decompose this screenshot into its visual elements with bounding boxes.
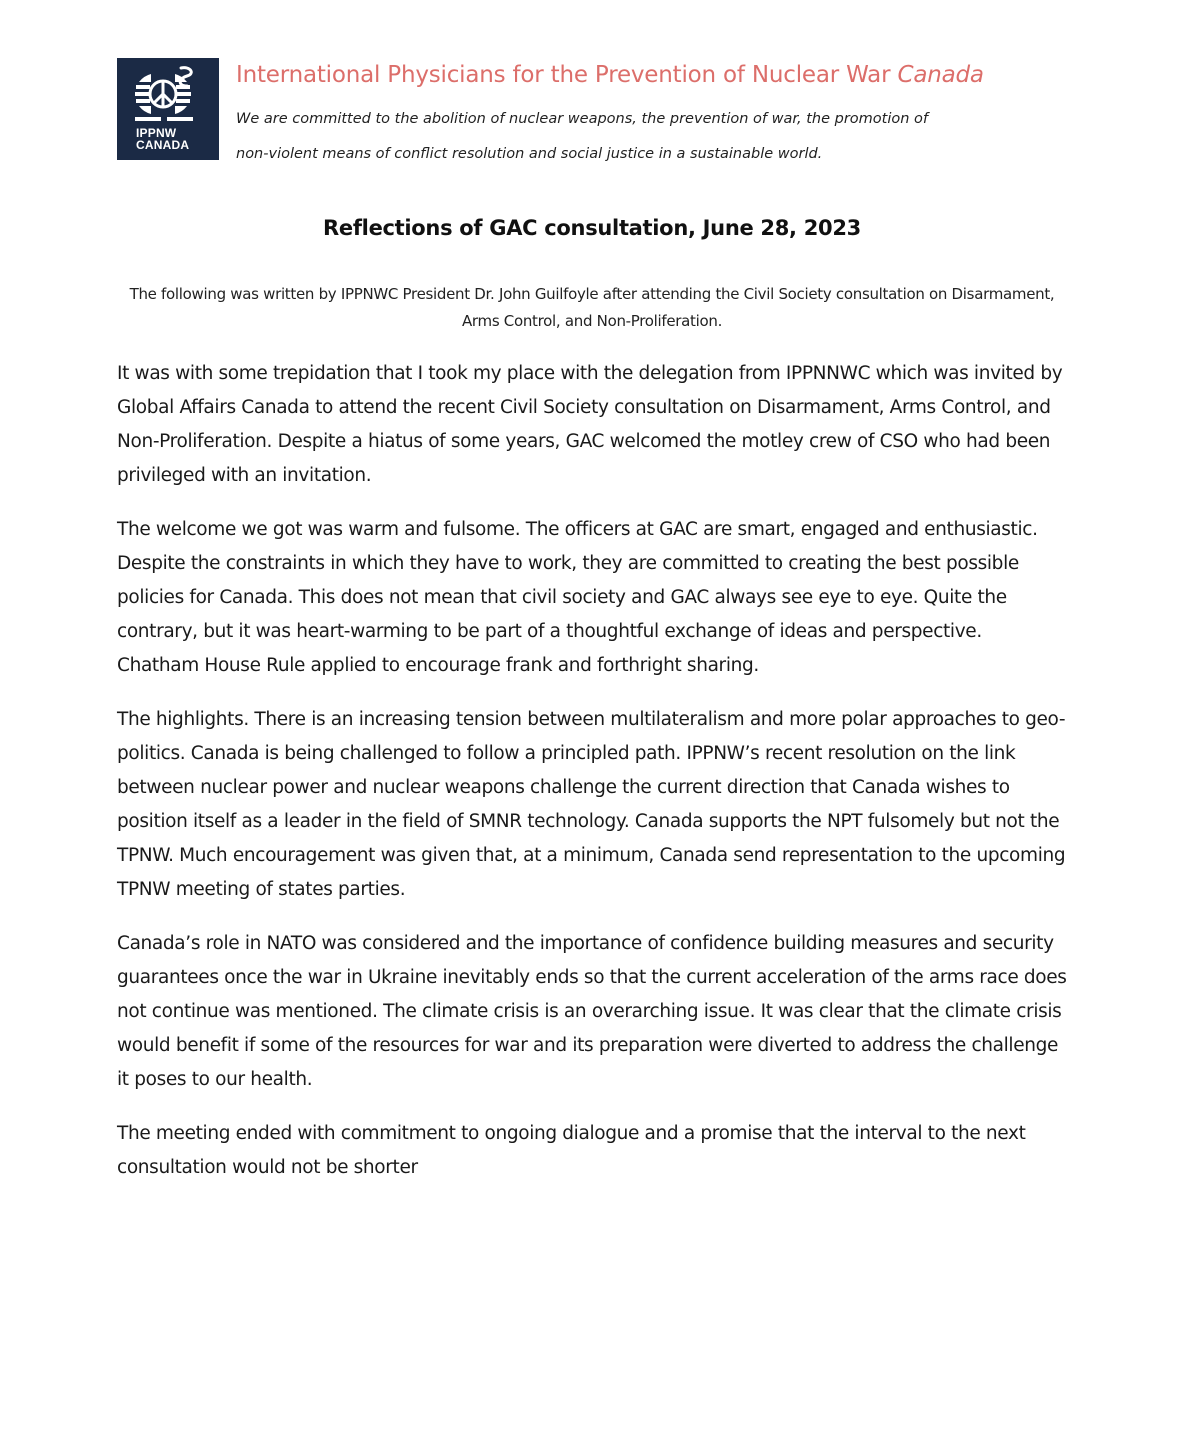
logo-text-line1: IPPNW [136,126,177,140]
letterhead [117,58,1077,168]
body-paragraph: The welcome we got was warm and fulsome. The officers at GAC are smart, engaged and enthusiastic. Despite the constraints in which they have to work, they are committed to creating the best possible policies for Canada. This does not mean that civil society and GAC always see eye to eye. Quite the contrary, but it was heart-warming to be part of a thoughtful exchange of ideas and perspective. Chatham House Rule applied to encourage frank and forthright sharing. [117,519,1038,676]
globe-caduceus-peace-icon [131,66,205,126]
mission-statement [236,102,1066,172]
organization-name-main: International Physicians for the Prevention of Nuclear War [236,62,891,88]
organization-name [236,62,984,88]
mission-line-1: We are committed to the abolition of nuclear weapons, the prevention of war, the promotion of [236,111,929,127]
document-body [117,357,1067,1205]
document-title: Reflections of GAC consultation, June 28, 2023 [323,216,861,240]
body-paragraph: The meeting ended with commitment to ongoing dialogue and a promise that the interval to the next consultation would not be shorter [117,1123,1026,1178]
logo-wordmark [136,127,189,151]
organization-name-country: Canada [897,62,984,88]
body-paragraph: It was with some trepidation that I took my place with the delegation from IPPNNWC which was invited by Global Affairs Canada to attend the recent Civil Society consultation on Disarmament, Arms Control, and Non-Proliferation. Despite a hiatus of some years, GAC welcomed the motley crew of CSO who had been privileged with an invitation. [117,363,1063,486]
logo-text-line2: CANADA [136,138,190,152]
body-paragraph: The highlights. There is an increasing tension between multilateralism and more polar approaches to geo-politics. Canada is being challenged to follow a principled path. IPPNW’s recent resolution on the link between nuclear power and nuclear weapons challenge the current direction that Canada wishes to position itself as a leader in the field of SMNR technology. Canada supports the NPT fulsomely but not the TPNW. Much encouragement was given that, at a minimum, Canada send representation to the upcoming TPNW meeting of states parties. [117,709,1066,900]
document-intro: The following was written by IPPNWC President Dr. John Guilfoyle after attending the Civil Society consultation on Disarmament, Arms Control, and Non-Proliferation. [129,285,1055,330]
mission-line-2: non-violent means of conflict resolution and social justice in a sustainable world. [236,146,823,162]
body-paragraph: Canada’s role in NATO was considered and the importance of confidence building measures and security guarantees once the war in Ukraine inevitably ends so that the current acceleration of the arms race does not continue was mentioned. The climate crisis is an overarching issue. It was clear that the climate crisis would benefit if some of the resources for war and its preparation were diverted to address the challenge it poses to our health. [117,933,1067,1090]
ippnw-logo [117,58,219,160]
